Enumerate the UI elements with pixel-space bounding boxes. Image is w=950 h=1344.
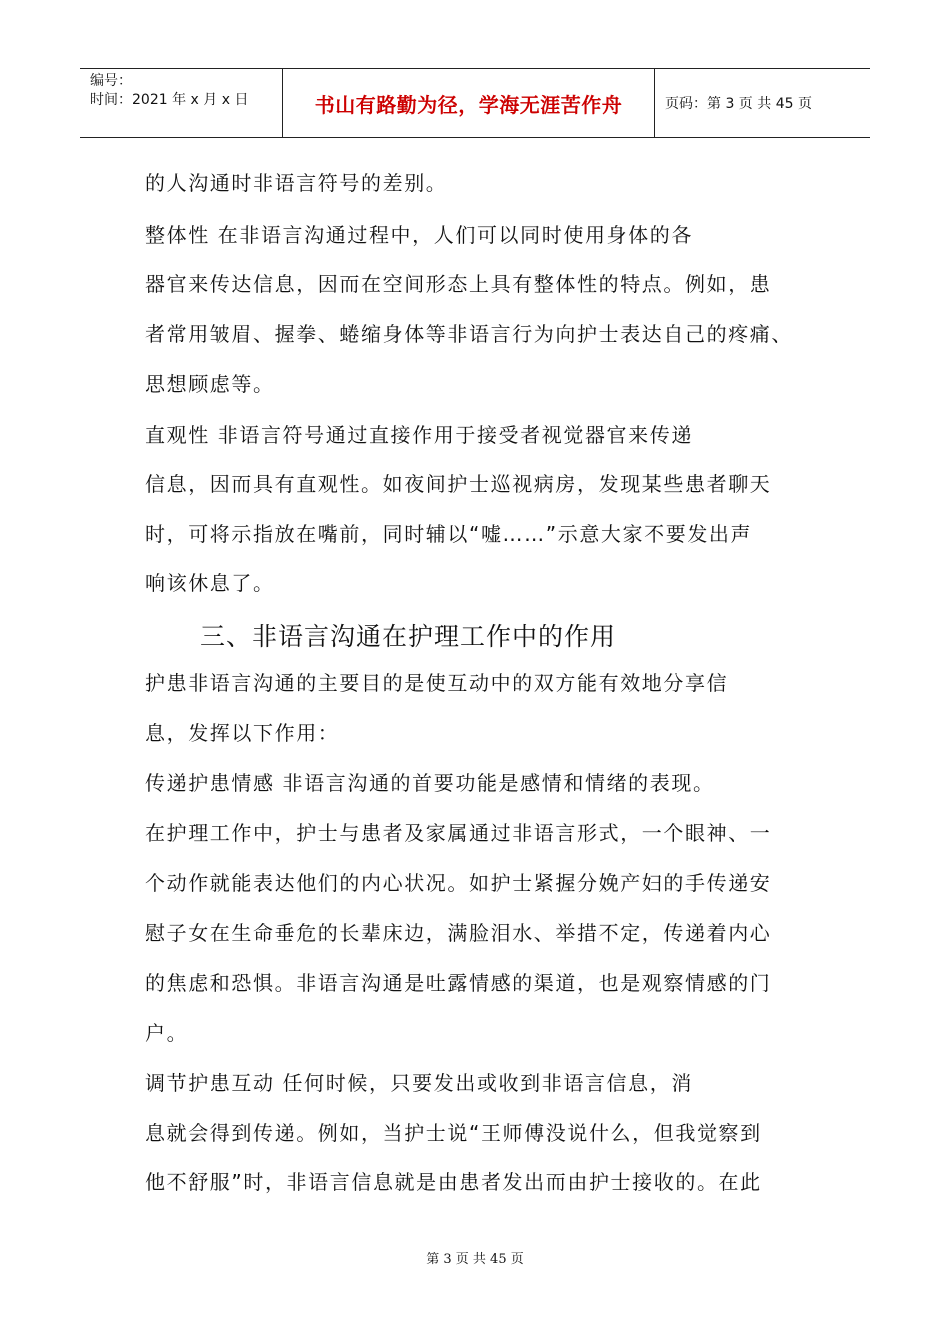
section-heading: 三、非语言沟通在护理工作中的作用 xyxy=(200,622,617,651)
text-line: 整体性 在非语言沟通过程中，人们可以同时使用身体的各 xyxy=(145,223,693,247)
text-line: 调节护患互动 任何时候，只要发出或收到非语言信息，消 xyxy=(145,1071,693,1095)
header-meta-cell xyxy=(80,69,283,137)
header-page-cell xyxy=(655,69,870,137)
text-line: 直观性 非语言符号通过直接作用于接受者视觉器官来传递 xyxy=(145,423,693,447)
text-line: 个动作就能表达他们的内心状况。如护士紧握分娩产妇的手传递安 xyxy=(145,871,772,895)
text-line: 户。 xyxy=(145,1021,189,1045)
text-line: 在护理工作中，护士与患者及家属通过非语言形式，一个眼神、一 xyxy=(145,821,772,845)
text-line: 的人沟通时非语言符号的差别。 xyxy=(145,171,448,195)
text-line: 者常用皱眉、握拳、蜷缩身体等非语言行为向护士表达自己的疼痛、 xyxy=(145,322,793,346)
text-line: 信息，因而具有直观性。如夜间护士巡视病房，发现某些患者聊天 xyxy=(145,472,772,496)
page-footer xyxy=(0,1248,950,1267)
text-line: 息，发挥以下作用： xyxy=(145,721,340,745)
text-line: 响该休息了。 xyxy=(145,571,275,595)
page-indicator: 页码：第 3 页 共 45 页 xyxy=(665,96,812,112)
doc-number-label: 编号： xyxy=(90,73,132,89)
footer-page-text: 第 3 页 共 45 页 xyxy=(426,1252,524,1267)
text-line: 思想顾虑等。 xyxy=(145,372,275,396)
document-header xyxy=(80,68,870,138)
text-line: 的焦虑和恐惧。非语言沟通是吐露情感的渠道，也是观察情感的门 xyxy=(145,971,772,995)
text-line: 器官来传达信息，因而在空间形态上具有整体性的特点。例如，患 xyxy=(145,272,772,296)
doc-time-label: 时间：2021 年 x 月 x 日 xyxy=(90,92,249,108)
text-line: 护患非语言沟通的主要目的是使互动中的双方能有效地分享信 xyxy=(145,671,729,695)
header-motto-cell xyxy=(283,69,655,137)
motto-text: 书山有路勤为径，学海无涯苦作舟 xyxy=(314,92,623,117)
text-line: 传递护患情感 非语言沟通的首要功能是感情和情绪的表现。 xyxy=(145,771,715,795)
text-line: 他不舒服”时，非语言信息就是由患者发出而由护士接收的。在此 xyxy=(145,1170,762,1194)
text-line: 慰子女在生命垂危的长辈床边，满脸泪水、举措不定，传递着内心 xyxy=(145,921,772,945)
text-line: 息就会得到传递。例如，当护士说“王师傅没说什么，但我觉察到 xyxy=(145,1121,762,1145)
text-line: 时，可将示指放在嘴前，同时辅以“嘘……”示意大家不要发出声 xyxy=(145,522,753,546)
